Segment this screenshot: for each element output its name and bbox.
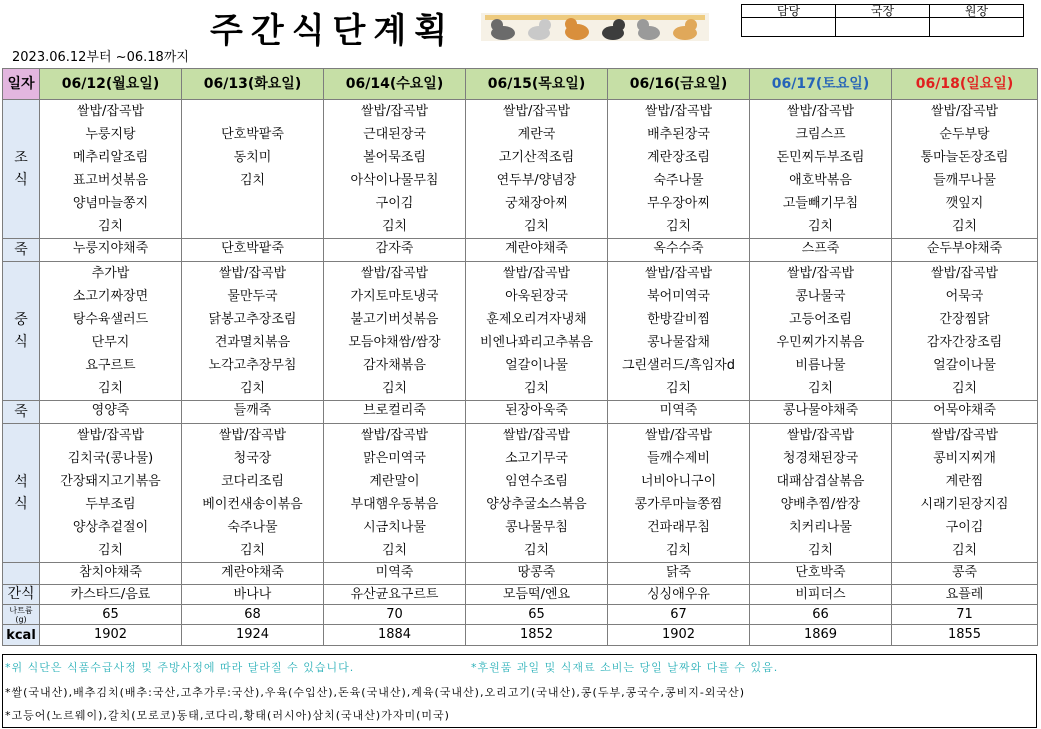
menu-item: 김치: [381, 219, 408, 234]
lunch-porridge-value: 영양죽: [40, 401, 182, 424]
dinner-cell: [750, 424, 892, 563]
menu-item: 누룽지탕: [85, 127, 136, 142]
breakfast-row: [3, 100, 1038, 239]
salt-value: 65: [40, 605, 182, 625]
breakfast-cell: [182, 100, 324, 239]
menu-item: 김치: [239, 543, 266, 558]
approval-sign-head[interactable]: [930, 18, 1024, 37]
menu-item: [182, 100, 323, 123]
weekly-menu-table: [2, 68, 1038, 646]
snack-value: 요플레: [892, 585, 1038, 605]
menu-item: 김치: [97, 219, 124, 234]
menu-item: 불고기버섯볶음: [350, 312, 439, 327]
menu-item: 들깨무나물: [933, 173, 996, 188]
menu-item: 양상추굴소스볶음: [486, 497, 587, 512]
lunch-porridge-value: 된장아욱죽: [466, 401, 608, 424]
dinner-porridge-value: 참치야채죽: [40, 563, 182, 585]
snack-value: 유산균요구르트: [324, 585, 466, 605]
menu-item: 두부조림: [85, 497, 136, 512]
menu-item: 김치: [951, 543, 978, 558]
menu-item: 우민찌가지볶음: [776, 335, 865, 350]
dinner-porridge-value: 미역죽: [324, 563, 466, 585]
menu-item: 김치: [523, 219, 550, 234]
kcal-value: 1884: [324, 625, 466, 646]
menu-item: 쌀밥/잡곡밥: [930, 104, 999, 119]
lunch-porridge-value: 어묵야채죽: [892, 401, 1038, 424]
kcal-row: [3, 625, 1038, 646]
snack-row: [3, 585, 1038, 605]
menu-item: 연두부/양념장: [496, 173, 577, 188]
menu-item: 콩가루마늘쫑찜: [634, 497, 723, 512]
dinner-cell: [466, 424, 608, 563]
menu-item: 쌀밥/잡곡밥: [218, 266, 287, 281]
dinner-porridge-value: 땅콩죽: [466, 563, 608, 585]
dinner-porridge-row: [3, 563, 1038, 585]
menu-item: 감자간장조림: [926, 335, 1003, 350]
dinner-porridge-label: [3, 563, 40, 585]
menu-item: 크림스프: [795, 127, 846, 142]
menu-item: 김치: [807, 381, 834, 396]
menu-item: 돈민찌두부조림: [776, 150, 865, 165]
menu-item: 계란말이: [369, 474, 420, 489]
menu-item: 구이김: [945, 520, 984, 535]
lunch-cell: [182, 262, 324, 401]
day-header: 06/16(금요일): [608, 69, 750, 100]
menu-item: 훈제오리겨자냉채: [486, 312, 587, 327]
breakfast-porridge-value: 스프죽: [750, 239, 892, 262]
menu-item: 김치: [951, 219, 978, 234]
menu-item: 코다리조림: [221, 474, 284, 489]
lunch-cell: [466, 262, 608, 401]
menu-item: 가지토마토냉국: [350, 289, 439, 304]
breakfast-cell: [608, 100, 750, 239]
salt-value: 70: [324, 605, 466, 625]
menu-item: 쌀밥/잡곡밥: [360, 266, 429, 281]
dinner-porridge-value: 계란야채죽: [182, 563, 324, 585]
menu-item: 건파래무침: [647, 520, 710, 535]
menu-item: 쌀밥/잡곡밥: [502, 266, 571, 281]
menu-item: 쌀밥/잡곡밥: [218, 428, 287, 443]
menu-item: 콩나물국: [795, 289, 846, 304]
date-label: 일자: [3, 69, 40, 100]
dinner-row: [3, 424, 1038, 563]
breakfast-porridge-value: 감자죽: [324, 239, 466, 262]
dinner-cell: [608, 424, 750, 563]
menu-item: 콩비지찌개: [933, 451, 996, 466]
dinner-cell: [892, 424, 1038, 563]
menu-item: 김치: [951, 381, 978, 396]
lunch-porridge-value: 브로컬리죽: [324, 401, 466, 424]
menu-item: 한방갈비찜: [647, 312, 710, 327]
menu-item: [182, 192, 323, 215]
menu-item: 그린샐러드/흑임자d: [621, 358, 736, 373]
salt-label: 나트륨 (g): [3, 605, 40, 625]
menu-item: 애호박볶음: [789, 173, 852, 188]
menu-item: 어묵국: [945, 289, 984, 304]
menu-item: 배추된장국: [647, 127, 710, 142]
salt-value: 65: [466, 605, 608, 625]
day-header: 06/13(화요일): [182, 69, 324, 100]
menu-item: 김치: [381, 381, 408, 396]
breakfast-cell: [466, 100, 608, 239]
menu-item: 쌀밥/잡곡밥: [786, 104, 855, 119]
menu-item: 노각고추장무침: [208, 358, 297, 373]
lunch-cell: [324, 262, 466, 401]
breakfast-cell: [750, 100, 892, 239]
menu-item: 비름나물: [795, 358, 846, 373]
note-origin-fish: *고등어(노르웨이),갈치(모로코)동태,코다리,황태(러시아)삼치(국내산)가자미(미국): [5, 709, 450, 722]
menu-item: 김치: [239, 173, 266, 188]
kcal-value: 1924: [182, 625, 324, 646]
menu-item: 쌀밥/잡곡밥: [360, 104, 429, 119]
breakfast-cell: [40, 100, 182, 239]
menu-item: 숙주나물: [227, 520, 278, 535]
salt-row: [3, 605, 1038, 625]
dinner-cell: [182, 424, 324, 563]
menu-item: [182, 215, 323, 238]
menu-item: 계란찜: [945, 474, 984, 489]
lunch-cell: [608, 262, 750, 401]
snack-label: 간식: [3, 585, 40, 605]
menu-item: 아삭이나물무침: [350, 173, 439, 188]
menu-item: 아욱된장국: [505, 289, 568, 304]
dinner-porridge-value: 닭죽: [608, 563, 750, 585]
menu-item: 간장돼지고기볶음: [60, 474, 161, 489]
menu-item: 양상추겉절이: [72, 520, 149, 535]
menu-item: 김치: [807, 543, 834, 558]
day-header: 06/12(월요일): [40, 69, 182, 100]
approval-sign-director[interactable]: [836, 18, 930, 37]
menu-item: 고등어조림: [789, 312, 852, 327]
note-substitution: *위 식단은 식품수급사정 및 주방사정에 따라 달라질 수 있습니다.: [5, 661, 355, 674]
menu-item: 얼갈이나물: [505, 358, 568, 373]
menu-item: 감자채볶음: [363, 358, 426, 373]
menu-item: 부대햄우동볶음: [350, 497, 439, 512]
kcal-label: kcal: [3, 625, 40, 646]
menu-item: 단호박팥죽: [221, 127, 284, 142]
breakfast-porridge-value: 순두부야채죽: [892, 239, 1038, 262]
menu-item: 시래기된장지짐: [920, 497, 1009, 512]
menu-item: 시금치나물: [363, 520, 426, 535]
dinner-cell: [40, 424, 182, 563]
breakfast-porridge-row: [3, 239, 1038, 262]
menu-item: 소고기짜장면: [72, 289, 149, 304]
menu-item: 비엔나꽈리고추볶음: [479, 335, 594, 350]
snack-value: 바나나: [182, 585, 324, 605]
note-donations: *후원품 과일 및 식재료 소비는 당일 날짜와 다를 수 있음.: [471, 661, 779, 674]
snack-value: 싱싱애우유: [608, 585, 750, 605]
menu-item: 탕수육샐러드: [72, 312, 149, 327]
menu-item: 고기산적조림: [498, 150, 575, 165]
breakfast-porridge-value: 계란야채죽: [466, 239, 608, 262]
menu-item: 쌀밥/잡곡밥: [360, 428, 429, 443]
day-header: 06/17(토요일): [750, 69, 892, 100]
menu-item: 단무지: [91, 335, 130, 350]
approval-box: [741, 4, 1024, 37]
salt-value: 68: [182, 605, 324, 625]
menu-item: 무우장아찌: [647, 196, 710, 211]
menu-item: 얼갈이나물: [933, 358, 996, 373]
menu-item: 쌀밥/잡곡밥: [644, 428, 713, 443]
menu-item: 김치: [523, 543, 550, 558]
day-header: 06/15(목요일): [466, 69, 608, 100]
day-header: 06/14(수요일): [324, 69, 466, 100]
menu-item: 대패삼겹살볶음: [776, 474, 865, 489]
menu-item: 쌀밥/잡곡밥: [644, 266, 713, 281]
dinner-cell: [324, 424, 466, 563]
breakfast-porridge-label: 죽: [3, 239, 40, 262]
page-title: 주간식단계획: [210, 11, 456, 51]
menu-item: 양념마늘쫑지: [72, 196, 149, 211]
menu-item: 소고기무국: [505, 451, 568, 466]
menu-item: 청경채된장국: [782, 451, 859, 466]
lunch-label: 중 식: [3, 262, 40, 401]
menu-item: 맑은미역국: [363, 451, 426, 466]
kcal-value: 1902: [40, 625, 182, 646]
menu-period: 2023.06.12부터 ~06.18까지: [12, 50, 189, 65]
lunch-porridge-value: 콩나물야채죽: [750, 401, 892, 424]
menu-item: 간장찜닭: [939, 312, 990, 327]
snack-value: 비피더스: [750, 585, 892, 605]
cats-logo-image: [481, 13, 709, 41]
menu-item: 닭봉고추장조림: [208, 312, 297, 327]
menu-item: 콩나물무침: [505, 520, 568, 535]
menu-item: 김치: [239, 381, 266, 396]
approval-head: 원장: [930, 5, 1024, 18]
menu-item: 김치: [523, 381, 550, 396]
lunch-row: [3, 262, 1038, 401]
date-row: [3, 69, 1038, 100]
menu-item: 근대된장국: [363, 127, 426, 142]
dinner-porridge-value: 콩죽: [892, 563, 1038, 585]
menu-item: 모듬야채쌈/쌈장: [348, 335, 441, 350]
breakfast-porridge-value: 옥수수죽: [608, 239, 750, 262]
menu-item: 양배추찜/쌈장: [780, 497, 861, 512]
menu-item: 궁채장아찌: [505, 196, 568, 211]
lunch-cell: [750, 262, 892, 401]
lunch-porridge-row: [3, 401, 1038, 424]
lunch-cell: [40, 262, 182, 401]
menu-item: 쌀밥/잡곡밥: [76, 104, 145, 119]
menu-item: 쌀밥/잡곡밥: [644, 104, 713, 119]
menu-item: 순두부탕: [939, 127, 990, 142]
menu-item: 계란장조림: [647, 150, 710, 165]
menu-item: 김치: [97, 381, 124, 396]
lunch-porridge-value: 미역죽: [608, 401, 750, 424]
menu-item: 쌀밥/잡곡밥: [786, 266, 855, 281]
menu-item: 김치: [665, 219, 692, 234]
approval-sign-staff[interactable]: [742, 18, 836, 37]
menu-item: 김치: [665, 543, 692, 558]
menu-item: 쌀밥/잡곡밥: [502, 428, 571, 443]
breakfast-porridge-value: 누룽지야채죽: [40, 239, 182, 262]
approval-staff: 담당: [742, 5, 836, 18]
menu-item: 김치국(콩나물): [67, 451, 154, 466]
menu-item: 쌀밥/잡곡밥: [930, 266, 999, 281]
breakfast-porridge-value: 단호박팥죽: [182, 239, 324, 262]
day-header: 06/18(일요일): [892, 69, 1038, 100]
menu-item: 숙주나물: [653, 173, 704, 188]
menu-item: 볼어묵조림: [363, 150, 426, 165]
menu-item: 너비아니구이: [640, 474, 717, 489]
menu-item: 치커리나물: [789, 520, 852, 535]
lunch-porridge-value: 들깨죽: [182, 401, 324, 424]
menu-item: 임연수조림: [505, 474, 568, 489]
approval-director: 국장: [836, 5, 930, 18]
menu-item: 깻잎지: [945, 196, 984, 211]
salt-value: 71: [892, 605, 1038, 625]
breakfast-cell: [892, 100, 1038, 239]
menu-item: 들깨수제비: [647, 451, 710, 466]
dinner-porridge-value: 단호박죽: [750, 563, 892, 585]
menu-item: 쌀밥/잡곡밥: [930, 428, 999, 443]
menu-item: 김치: [97, 543, 124, 558]
menu-item: 동치미: [233, 150, 272, 165]
lunch-porridge-label: 죽: [3, 401, 40, 424]
menu-item: 요구르트: [85, 358, 136, 373]
snack-value: 모듬떡/엔요: [466, 585, 608, 605]
note-origin-meat: *쌀(국내산),배추김치(배추:국산,고추가루:국산),우육(수입산),돈육(국내산),계육(국내산),오리고기(국내산),콩(두부,콩국수,콩비지-외국산): [5, 686, 745, 699]
menu-item: 김치: [665, 381, 692, 396]
menu-item: 추가밥: [91, 266, 130, 281]
lunch-cell: [892, 262, 1038, 401]
menu-item: 북어미역국: [647, 289, 710, 304]
menu-item: 쌀밥/잡곡밥: [786, 428, 855, 443]
kcal-value: 1869: [750, 625, 892, 646]
breakfast-cell: [324, 100, 466, 239]
breakfast-label: 조 식: [3, 100, 40, 239]
menu-item: 고들빼기무침: [782, 196, 859, 211]
menu-item: 쌀밥/잡곡밥: [76, 428, 145, 443]
menu-item: 표고버섯볶음: [72, 173, 149, 188]
menu-item: 구이김: [375, 196, 414, 211]
menu-item: 물만두국: [227, 289, 278, 304]
menu-item: 견과멸치볶음: [214, 335, 291, 350]
menu-item: 김치: [381, 543, 408, 558]
notes-box: [2, 654, 1037, 728]
menu-item: 계란국: [517, 127, 556, 142]
menu-item: 메추리알조림: [72, 150, 149, 165]
menu-item: 베이컨새송이볶음: [202, 497, 303, 512]
menu-item: 청국장: [233, 451, 272, 466]
salt-value: 67: [608, 605, 750, 625]
menu-item: 콩나물잡채: [647, 335, 710, 350]
kcal-value: 1852: [466, 625, 608, 646]
menu-item: 통마늘돈장조림: [920, 150, 1009, 165]
kcal-value: 1902: [608, 625, 750, 646]
menu-item: 김치: [807, 219, 834, 234]
menu-item: 쌀밥/잡곡밥: [502, 104, 571, 119]
dinner-label: 석 식: [3, 424, 40, 563]
salt-value: 66: [750, 605, 892, 625]
snack-value: 카스타드/음료: [40, 585, 182, 605]
kcal-value: 1855: [892, 625, 1038, 646]
